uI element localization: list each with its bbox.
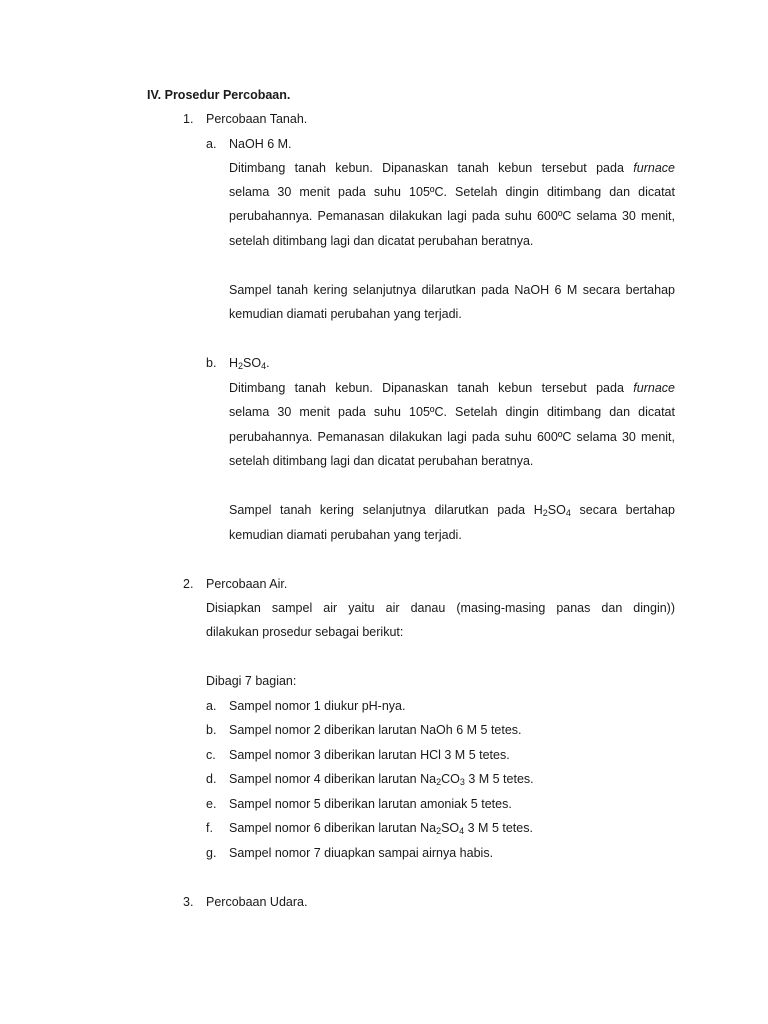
heading-percobaan-tanah: Percobaan Tanah.	[206, 112, 308, 126]
item-number-2: 2.	[183, 577, 194, 591]
list-item: Sampel nomor 6 diberikan larutan $Na_2SO_4$ 3 M 5 tetes.	[229, 821, 533, 836]
list-item: Sampel nomor 2 diberikan larutan NaOh 6 M 5 tetes.	[229, 723, 522, 737]
list-item: Sampel nomor 1 diukur pH-nya.	[229, 699, 406, 713]
subheading-naoh: NaOH 6 M.	[229, 137, 292, 151]
paragraph-line: Ditimbang tanah kebun. Dipanaskan tanah kebun tersebut pada furnace	[229, 161, 675, 175]
sub-letter-b: b.	[206, 356, 217, 370]
dibagi-label: Dibagi 7 bagian:	[206, 674, 297, 688]
paragraph-line: Sampel tanah kering selanjutnya dilarutkan pada $H_2SO_4$ secara bertahap	[229, 503, 676, 518]
paragraph-line: setelah ditimbang lagi dan dicatat perubahan beratnya.	[229, 234, 534, 248]
sub-letter-a: a.	[206, 137, 217, 151]
subheading-h2so4: $H_2SO_4$.	[229, 356, 270, 371]
paragraph-line: Sampel tanah kering selanjutnya dilarutkan pada NaOH 6 M secara bertahap	[229, 283, 675, 297]
paragraph-line: kemudian diamati perubahan yang terjadi.	[229, 307, 462, 321]
item-number-3: 3.	[183, 895, 194, 909]
list-item: Sampel nomor 3 diberikan larutan HCl 3 M 5 tetes.	[229, 748, 510, 762]
paragraph-line: setelah ditimbang lagi dan dicatat perubahan beratnya.	[229, 454, 534, 468]
paragraph-line: kemudian diamati perubahan yang terjadi.	[229, 528, 462, 542]
list-item-letter: a.	[206, 699, 217, 713]
paragraph-line: Ditimbang tanah kebun. Dipanaskan tanah kebun tersebut pada furnace	[229, 381, 675, 395]
paragraph-line: perubahannya. Pemanasan dilakukan lagi pada suhu 600ºC selama 30 menit,	[229, 209, 675, 223]
list-item-letter: c.	[206, 748, 216, 762]
list-item-letter: e.	[206, 797, 217, 811]
list-item: Sampel nomor 5 diberikan larutan amoniak 5 tetes.	[229, 797, 512, 811]
paragraph-line: selama 30 menit pada suhu 105ºC. Setelah dingin ditimbang dan dicatat	[229, 405, 675, 419]
list-item: Sampel nomor 4 diberikan larutan $Na_2CO_3$ 3 M 5 tetes.	[229, 772, 534, 787]
item-number-1: 1.	[183, 112, 194, 126]
list-item-letter: g.	[206, 846, 217, 860]
list-item-letter: f.	[206, 821, 213, 835]
heading-percobaan-air: Percobaan Air.	[206, 577, 288, 591]
section-title: IV. Prosedur Percobaan.	[147, 88, 291, 102]
paragraph-line: Disiapkan sampel air yaitu air danau (masing-masing panas dan dingin))	[206, 601, 675, 615]
paragraph-line: dilakukan prosedur sebagai berikut:	[206, 625, 404, 639]
paragraph-line: perubahannya. Pemanasan dilakukan lagi pada suhu 600ºC selama 30 menit,	[229, 430, 675, 444]
list-item: Sampel nomor 7 diuapkan sampai airnya habis.	[229, 846, 494, 860]
list-item-letter: b.	[206, 723, 217, 737]
paragraph-line: selama 30 menit pada suhu 105ºC. Setelah dingin ditimbang dan dicatat	[229, 185, 675, 199]
list-item-letter: d.	[206, 772, 217, 786]
heading-percobaan-udara: Percobaan Udara.	[206, 895, 308, 909]
